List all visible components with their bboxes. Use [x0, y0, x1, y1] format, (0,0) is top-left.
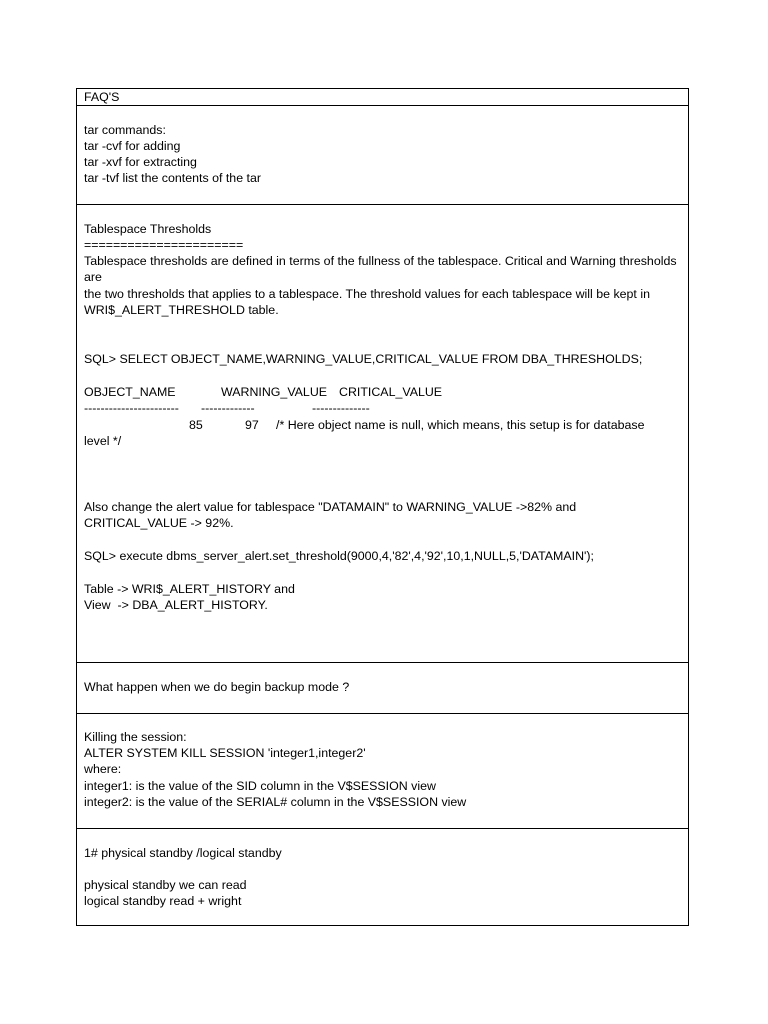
column-header-critical-value: CRITICAL_VALUE — [339, 385, 443, 399]
kill-session-cell — [77, 714, 688, 829]
tar-xvf: tar -xvf for extracting — [84, 155, 197, 169]
row-comment: /* Here object name is null, which means, this setup is for database — [276, 418, 645, 432]
alert-change-line-1: Also change the alert value for tablespace "DATAMAIN" to WARNING_VALUE ->82% and — [84, 500, 577, 514]
standby-heading: 1# physical standby /logical standby — [84, 846, 282, 860]
column-divider-2: ------------- — [201, 401, 255, 415]
faq-title-cell — [77, 89, 688, 106]
sql-select-query: SQL> SELECT OBJECT_NAME,WARNING_VALUE,CRITICAL_VALUE FROM DBA_THRESHOLDS; — [84, 352, 643, 366]
row-warning-value: 85 — [189, 418, 203, 432]
alert-change-line-2: CRITICAL_VALUE -> 92%. — [84, 516, 234, 530]
faq-title: FAQ'S — [84, 90, 120, 104]
row-comment-continued: level */ — [84, 434, 122, 448]
standby-cell — [77, 829, 688, 925]
kill-session-integer2: integer2: is the value of the SERIAL# column in the V$SESSION view — [84, 795, 467, 809]
tablespace-description-2: the two thresholds that applies to a tablespace. The threshold values for each tablespace will be kept in WRI$_ALERT_THRESHOLD table. — [84, 287, 650, 317]
kill-session-where: where: — [84, 762, 122, 776]
kill-session-command: ALTER SYSTEM KILL SESSION 'integer1,integer2' — [84, 746, 366, 760]
alert-history-view: View -> DBA_ALERT_HISTORY. — [84, 598, 268, 612]
alert-history-table: Table -> WRI$_ALERT_HISTORY and — [84, 582, 295, 596]
standby-physical: physical standby we can read — [84, 878, 247, 892]
tar-cvf: tar -cvf for adding — [84, 139, 181, 153]
tar-tvf: tar -tvf list the contents of the tar — [84, 171, 261, 185]
tar-commands-cell — [77, 106, 688, 205]
tablespace-heading-underline: ====================== — [84, 238, 244, 252]
row-critical-value: 97 — [245, 418, 259, 432]
column-header-warning-value: WARNING_VALUE — [221, 385, 328, 399]
backup-question: What happen when we do begin backup mode ? — [84, 680, 350, 694]
kill-session-integer1: integer1: is the value of the SID column in the V$SESSION view — [84, 779, 436, 793]
column-header-object-name: OBJECT_NAME — [84, 385, 176, 399]
faq-table — [76, 88, 689, 926]
column-divider-3: -------------- — [312, 401, 370, 415]
backup-question-cell — [77, 663, 688, 714]
column-divider-1: ----------------------- — [84, 401, 179, 415]
tablespace-heading: Tablespace Thresholds — [84, 222, 212, 236]
tablespace-thresholds-cell — [77, 205, 688, 663]
tablespace-description-1: Tablespace thresholds are defined in terms of the fullness of the tablespace. Critical and Warning thresholds are — [84, 254, 677, 284]
sql-execute-command: SQL> execute dbms_server_alert.set_threshold(9000,4,'82',4,'92',10,1,NULL,5,'DATAMAIN'); — [84, 549, 594, 563]
standby-logical: logical standby read + wright — [84, 894, 242, 908]
kill-session-heading: Killing the session: — [84, 730, 187, 744]
tar-heading: tar commands: — [84, 123, 166, 137]
